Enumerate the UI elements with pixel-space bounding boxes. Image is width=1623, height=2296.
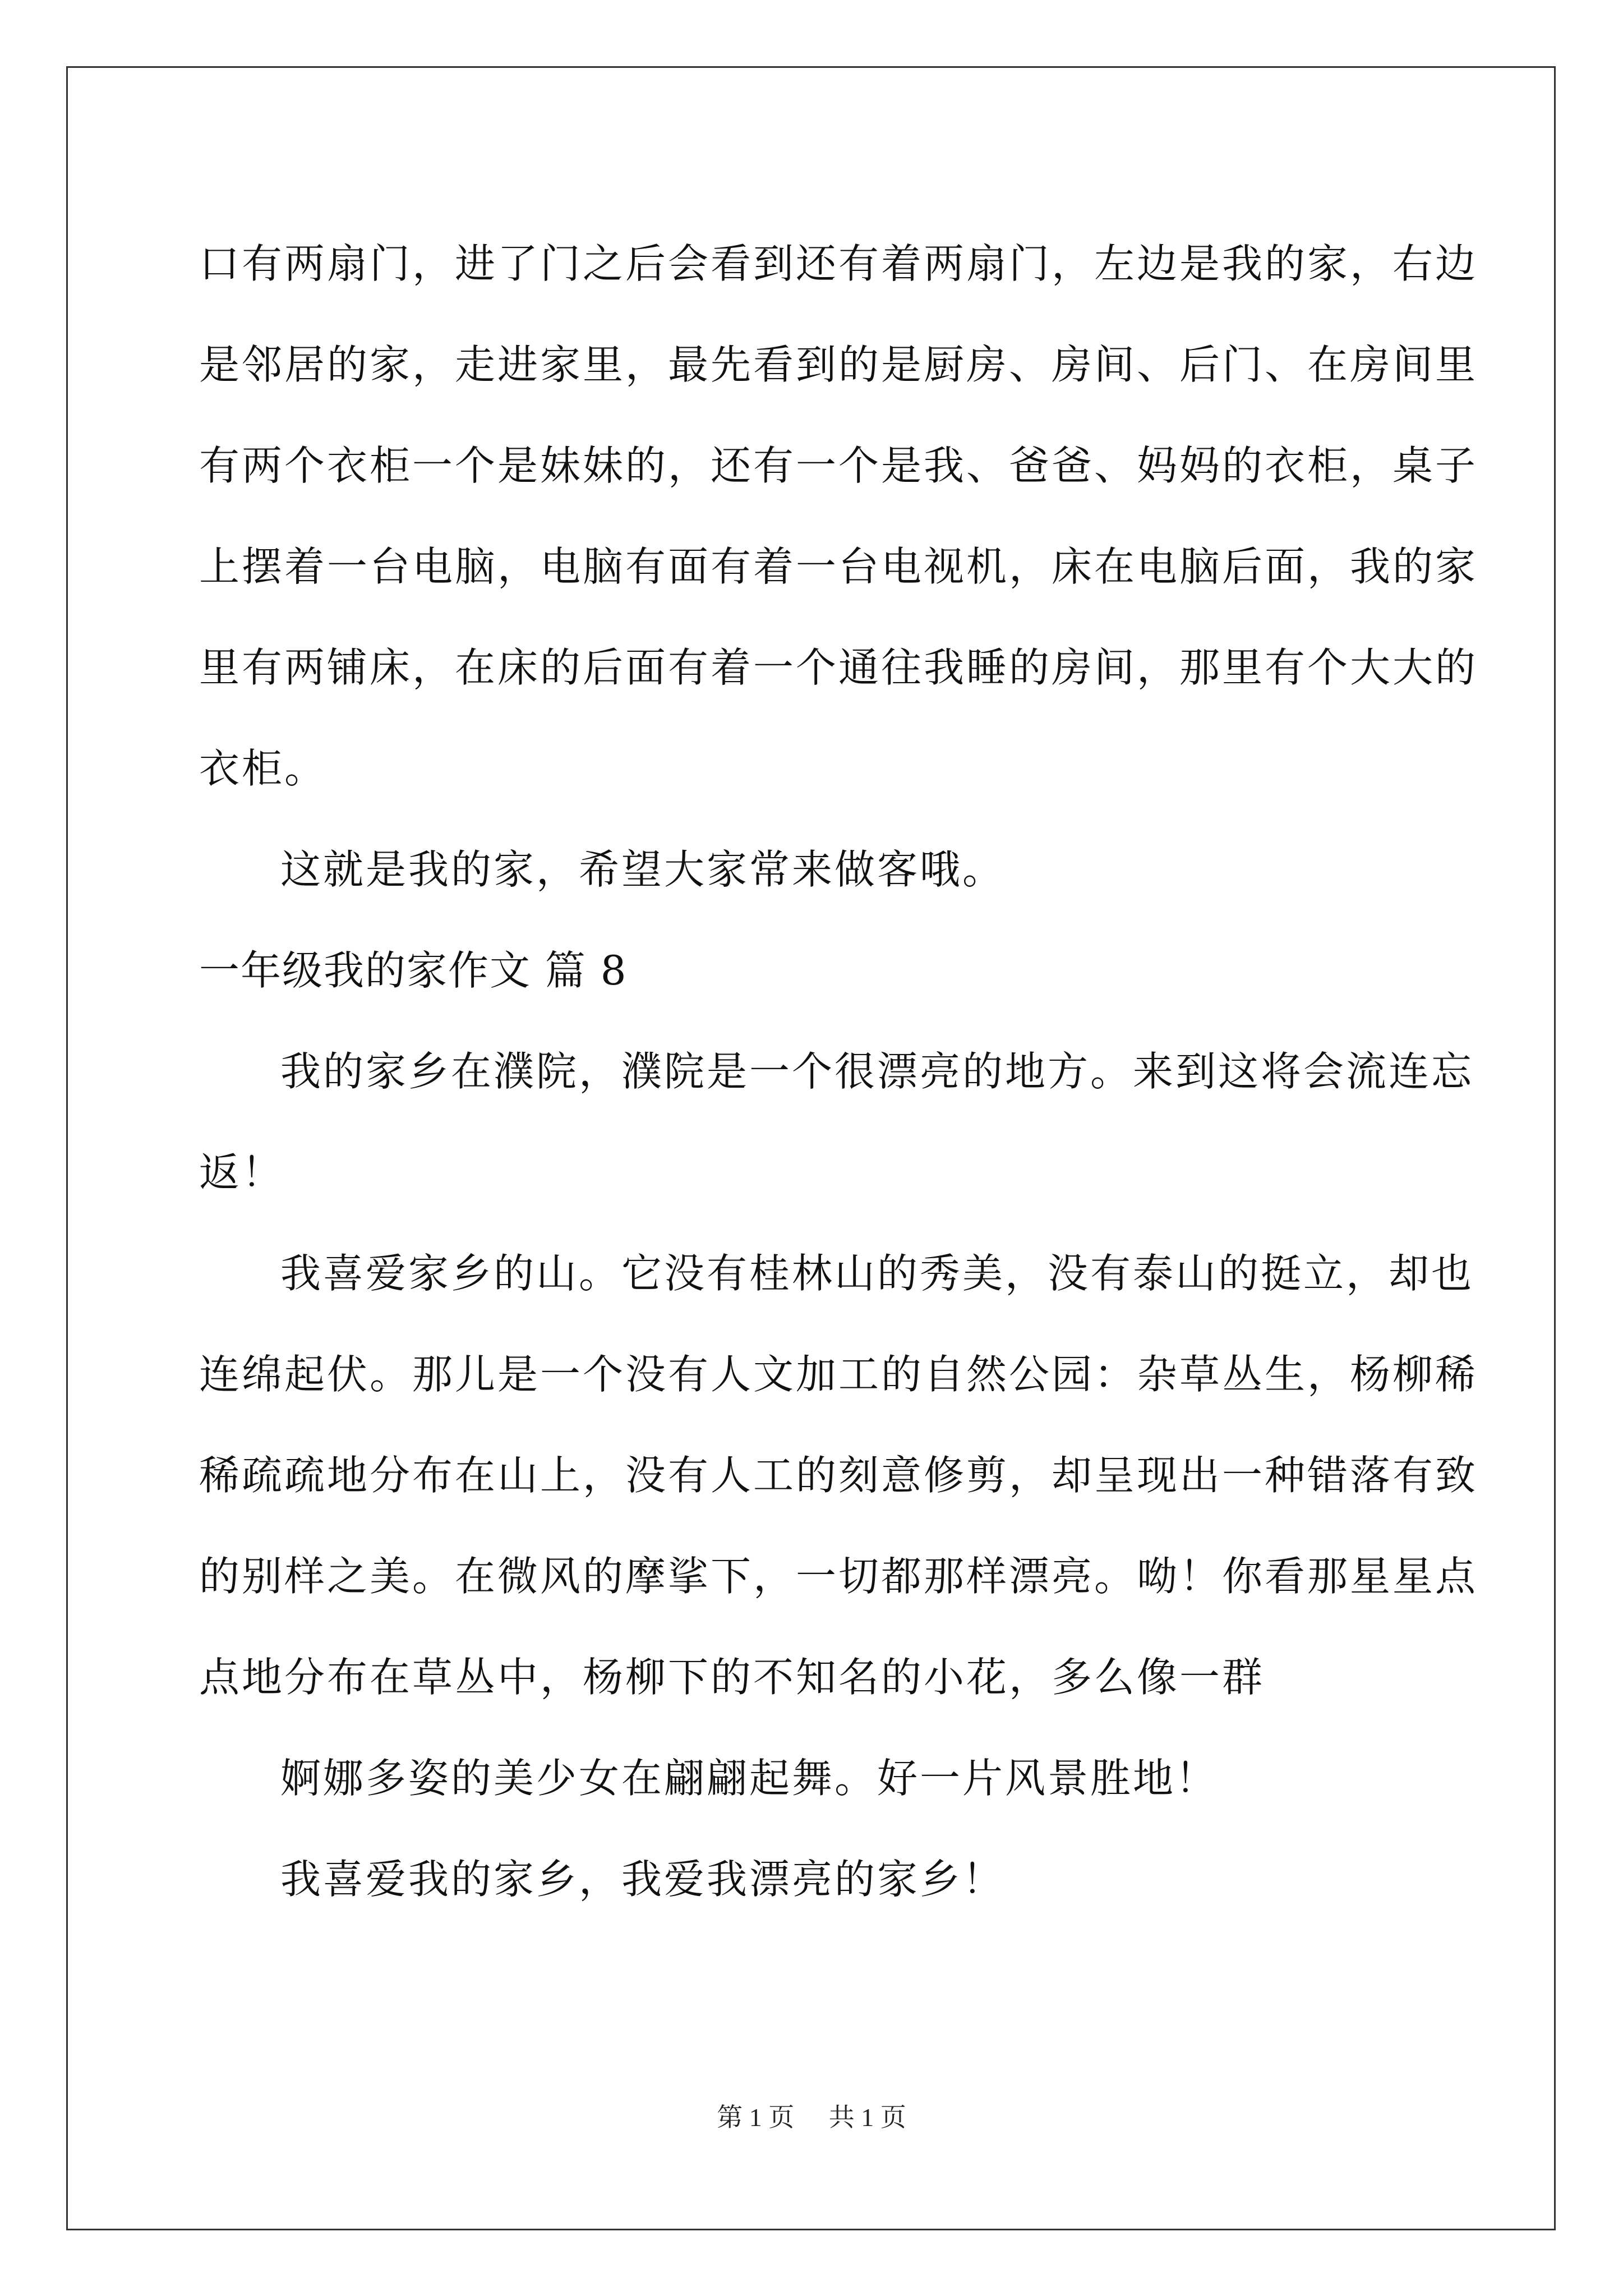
paragraph-line: 婀娜多姿的美少女在翩翩起舞。好一片风景胜地！: [280, 1755, 1219, 1802]
paragraph-line: 我喜爱家乡的山。它没有桂林山的秀美，没有泰山的挺立，却也: [280, 1250, 1474, 1297]
page-number-total: 共 1 页: [828, 2103, 906, 2132]
paragraph-line: 这就是我的家，希望大家常来做客哦。: [280, 846, 1006, 893]
paragraph-line: 我喜爱我的家乡，我爱我漂亮的家乡！: [280, 1856, 1006, 1903]
page-footer: [0, 2101, 1623, 2134]
section-heading: 一年级我的家作文 篇 8: [199, 947, 628, 994]
paragraph-line: 连绵起伏。那儿是一个没有人文加工的自然公园：杂草丛生，杨柳稀: [199, 1351, 1478, 1398]
paragraph-line: 有两个衣柜一个是妹妹的，还有一个是我、爸爸、妈妈的衣柜，桌子: [199, 442, 1478, 489]
paragraph-line: 口有两扇门，进了门之后会看到还有着两扇门，左边是我的家，右边: [199, 240, 1478, 287]
paragraph-line: 点地分布在草丛中，杨柳下的不知名的小花，多么像一群: [199, 1654, 1265, 1701]
paragraph-line: 返！: [199, 1149, 285, 1196]
page-number-current: 第 1 页: [717, 2103, 795, 2132]
paragraph-line: 我的家乡在濮院，濮院是一个很漂亮的地方。来到这将会流连忘: [280, 1048, 1474, 1095]
paragraph-line: 上摆着一台电脑，电脑有面有着一台电视机，床在电脑后面，我的家: [199, 543, 1478, 590]
paragraph-line: 里有两铺床，在床的后面有着一个通往我睡的房间，那里有个大大的: [199, 644, 1478, 691]
paragraph-line: 的别样之美。在微风的摩挲下，一切都那样漂亮。呦！你看那星星点: [199, 1553, 1478, 1600]
paragraph-line: 稀疏疏地分布在山上，没有人工的刻意修剪，却呈现出一种错落有致: [199, 1452, 1478, 1499]
paragraph-line: 是邻居的家，走进家里，最先看到的是厨房、房间、后门、在房间里: [199, 341, 1478, 388]
paragraph-line: 衣柜。: [199, 745, 328, 792]
document-body: [199, 213, 1478, 1930]
